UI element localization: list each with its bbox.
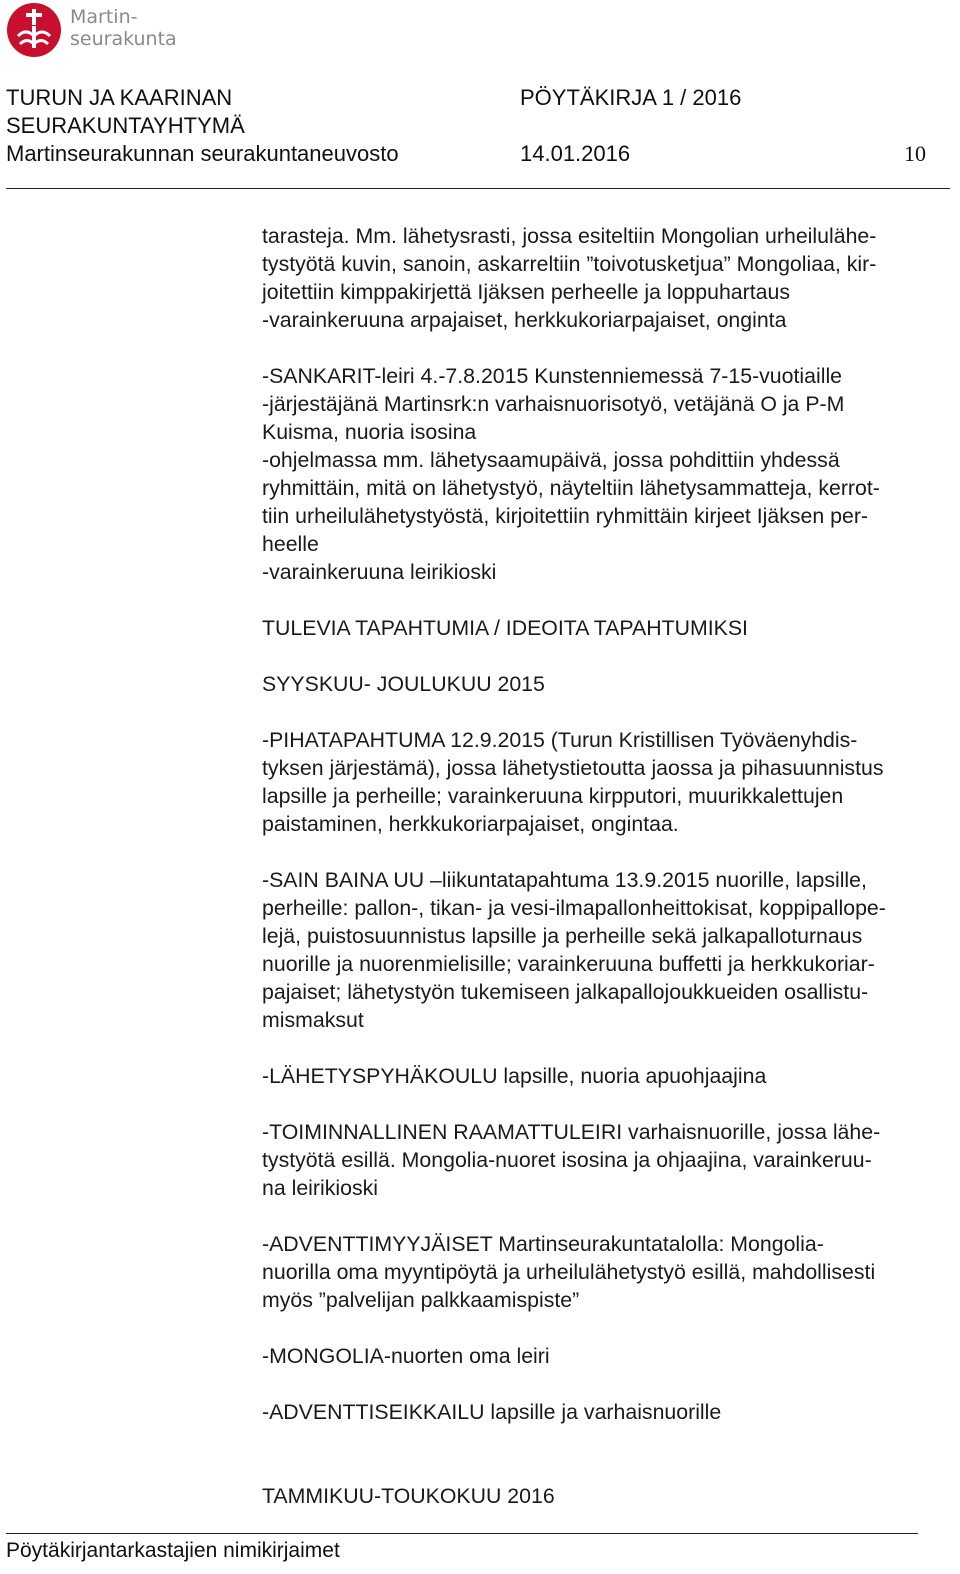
body-name: Martinseurakunnan seurakuntaneuvosto [6, 141, 399, 166]
body-text-line: -ohjelmassa mm. lähetysaamupäivä, jossa pohdittiin yhdessä [262, 448, 840, 472]
body-text-line: tarasteja. Mm. lähetysrasti, jossa esiteltiin Mongolian urheilulähe- [262, 224, 877, 248]
body-text-line: perheille: pallon-, tikan- ja vesi-ilmapallonheittokisat, koppipallope- [262, 896, 886, 920]
body-text-line: -järjestäjänä Martinsrk:n varhaisnuorisotyö, vetäjänä O ja P-M [262, 392, 845, 416]
body-text-line: tystyötä esillä. Mongolia-nuoret isosina ja ohjaajina, varainkeruu- [262, 1148, 872, 1172]
paragraph-gap [262, 1034, 956, 1062]
body-text-line: lejä, puistosuunnistus lapsille ja perheille sekä jalkapalloturnaus [262, 924, 863, 948]
body-text-line: mismaksut [262, 1008, 364, 1032]
footer-initials-label: Pöytäkirjantarkastajien nimikirjaimet [6, 1539, 340, 1562]
body-text-line: nuorilla oma myyntipöytä ja urheilulähetystyö esillä, mahdollisesti [262, 1260, 876, 1284]
body-text-line: -SANKARIT-leiri 4.-7.8.2015 Kunstenniemessä 7-15-vuotiaille [262, 364, 843, 388]
header-divider [6, 188, 950, 189]
body-text-line: heelle [262, 532, 319, 556]
body-text-line: -ADVENTTIMYYJÄISET Martinseurakuntatalolla: Mongolia- [262, 1232, 824, 1256]
meeting-date: 14.01.2016 [520, 141, 631, 166]
body-text-line: -LÄHETYSPYHÄKOULU lapsille, nuoria apuohjaajina [262, 1064, 767, 1088]
body-text-line: Kuisma, nuoria isosina [262, 420, 477, 444]
body-text-line: TAMMIKUU-TOUKOKUU 2016 [262, 1484, 555, 1508]
paragraph-gap [262, 1426, 956, 1454]
logo-line-1: Martin- [70, 6, 138, 28]
paragraph-gap [262, 586, 956, 614]
body-text-line: -TOIMINNALLINEN RAAMATTULEIRI varhaisnuorille, jossa lähe- [262, 1120, 881, 1144]
body-text-line: tiin urheilulähetystyöstä, kirjoitettiin ryhmittäin kirjeet Ijäksen per- [262, 504, 869, 528]
body-text-line: nuorille ja nuorenmielisille; varainkeruuna buffetti ja herkkukoriar- [262, 952, 875, 976]
body-text-line: -ADVENTTISEIKKAILU lapsille ja varhaisnuorille [262, 1400, 722, 1424]
body-text-line: ryhmittäin, mitä on lähetystyö, näyteltiin lähetysammatteja, kerrot- [262, 476, 880, 500]
body-text-line: TULEVIA TAPAHTUMIA / IDEOITA TAPAHTUMIKSI [262, 616, 748, 640]
paragraph-gap [262, 1090, 956, 1118]
paragraph-gap [262, 642, 956, 670]
paragraph-gap [262, 1370, 956, 1398]
minutes-body-text [262, 222, 956, 1510]
body-text-line: SYYSKUU- JOULUKUU 2015 [262, 672, 545, 696]
paragraph-gap [262, 334, 956, 362]
paragraph-gap [262, 698, 956, 726]
body-text-line: paistaminen, herkkukoriarpajaiset, ongintaa. [262, 812, 679, 836]
body-text-line: joitettiin kimppakirjettä Ijäksen perheelle ja loppuhartaus [262, 280, 790, 304]
paragraph-gap [262, 838, 956, 866]
church-emblem-icon [6, 2, 62, 58]
body-text-line: -PIHATAPAHTUMA 12.9.2015 (Turun Kristillisen Työväenyhdis- [262, 728, 858, 752]
body-text-line: tystyötä kuvin, sanoin, askarreltiin ”toivotusketjua” Mongoliaa, kir- [262, 252, 877, 276]
org-name-line-2: SEURAKUNTAYHTYMÄ [6, 113, 245, 138]
logo-line-2: seurakunta [70, 28, 177, 50]
body-text-line: lapsille ja perheille; varainkeruuna kirpputori, muurikkalettujen [262, 784, 844, 808]
document-title: PÖYTÄKIRJA 1 / 2016 [520, 85, 742, 110]
body-text-line: myös ”palvelijan palkkaamispiste” [262, 1288, 580, 1312]
paragraph-gap [262, 1314, 956, 1342]
logo-wordmark [70, 6, 177, 50]
page-number: 10 [904, 141, 926, 166]
body-text-line: -SAIN BAINA UU –liikuntatapahtuma 13.9.2015 nuorille, lapsille, [262, 868, 867, 892]
paragraph-gap [262, 1202, 956, 1230]
footer-divider [6, 1533, 918, 1534]
body-text-line: -varainkeruuna leirikioski [262, 560, 497, 584]
body-text-line: tyksen järjestämä), jossa lähetystietoutta jaossa ja pihasuunnistus [262, 756, 884, 780]
body-text-line: pajaiset; lähetystyön tukemiseen jalkapallojoukkueiden osallistu- [262, 980, 869, 1004]
body-text-line: -varainkeruuna arpajaiset, herkkukoriarpajaiset, onginta [262, 308, 787, 332]
org-name-line-1: TURUN JA KAARINAN [6, 85, 233, 110]
martinseurakunta-logo [6, 2, 186, 58]
paragraph-gap [262, 1454, 956, 1482]
body-text-line: na leirikioski [262, 1176, 378, 1200]
body-text-line: -MONGOLIA-nuorten oma leiri [262, 1344, 550, 1368]
